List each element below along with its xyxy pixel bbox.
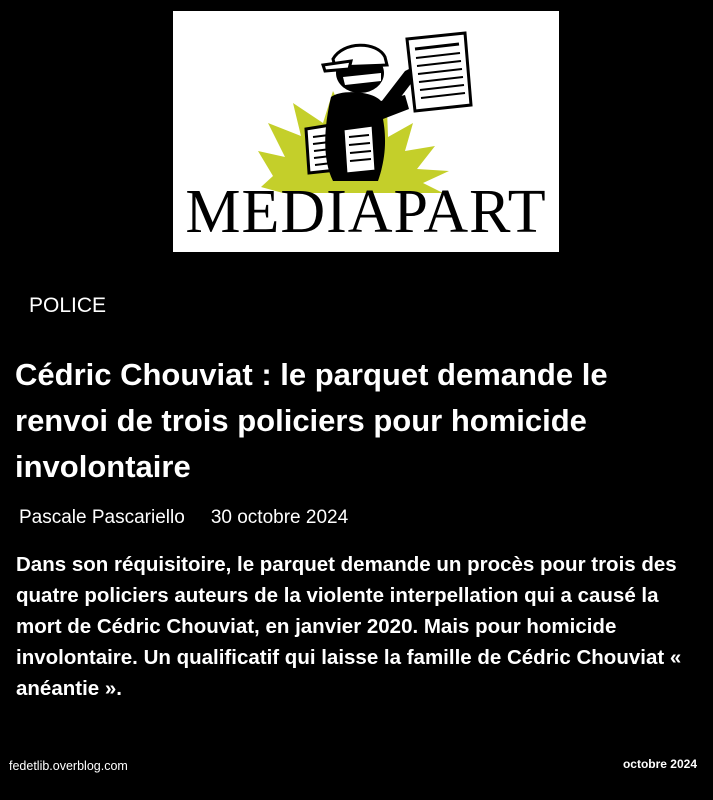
held-newspaper [343,125,376,174]
publish-date: 30 octobre 2024 [210,507,349,528]
author-name[interactable]: Pascale Pascariello [19,507,185,528]
crier-head [323,45,387,93]
mediapart-logo[interactable] [173,11,559,252]
byline [19,507,348,529]
article-title[interactable]: Cédric Chouviat : le parquet demande le renvoi de trois policiers pour homicide involontaire [15,357,608,484]
source-credit: fedetlib.overblog.com [9,759,128,773]
article-lead: Dans son réquisitoire, le parquet demande un procès pour trois des quatre policiers auteurs de la violente interpellation qui a causé la mort de Cédric Chouviat, en janvier 2020. Mais pour homicide involontaire. Un qualificatif qui laisse la famille de Cédric Chouviat « anéantie ». [16,553,682,700]
footer-date: octobre 2024 [622,757,697,771]
section-label[interactable]: POLICE [29,294,107,317]
raised-newspaper [407,33,471,111]
logo-wordmark: MEDIAPART [185,178,547,246]
